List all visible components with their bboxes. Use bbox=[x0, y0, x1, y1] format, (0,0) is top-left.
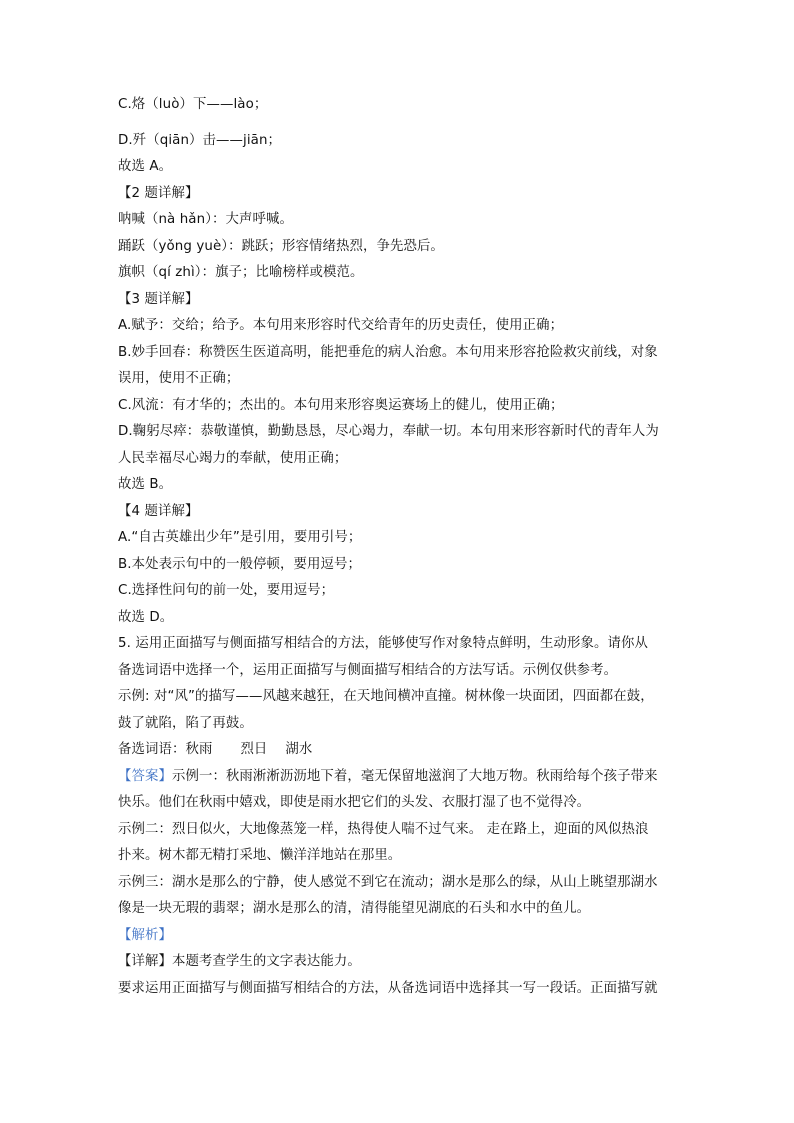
text-line: 呐喊（nà hǎn）：大声呼喊。 bbox=[118, 212, 293, 227]
text-line: 误用，使用不正确； bbox=[118, 371, 240, 386]
alternatives-line bbox=[118, 737, 678, 764]
alternative-word: 烈日 bbox=[240, 742, 268, 757]
text-line: 故选 D。 bbox=[118, 609, 174, 625]
text-line: A.“自古英雄出少年”是引用，要用引号； bbox=[118, 530, 362, 545]
question-text: 备选词语中选择一个，运用正面描写与侧面描写相结合的方法写话。示例仅供参考。 bbox=[118, 662, 618, 678]
answer-text: 扑来。树木都无精打采地、懒洋洋地站在那里。 bbox=[118, 848, 402, 863]
section-heading: 【4 题详解】 bbox=[118, 503, 199, 519]
text-line: C.选择性问句的前一处，要用逗号； bbox=[118, 583, 335, 598]
alternative-word: 湖水 bbox=[285, 742, 313, 757]
text-line: 故选 B。 bbox=[118, 477, 173, 492]
text-line: 人民幸福尽心竭力的奉献，使用正确； bbox=[118, 450, 348, 466]
text-line: B.妙手回春：称赞医生医道高明，能把垂危的病人治愈。本句用来形容抢险救灾前线，对象 bbox=[118, 344, 658, 360]
answer-text: 示例二：烈日似火，大地像蒸笼一样，热得使人喘不过气来。 走在路上，迎面的风似热浪 bbox=[118, 821, 649, 837]
answer-line bbox=[118, 764, 678, 791]
text-line: D.鞠躬尽瘁：恭敬谨慎，勤勤恳恳，尽心竭力，奉献一切。本句用来形容新时代的青年人为 bbox=[118, 424, 659, 439]
analysis-tag-line bbox=[118, 923, 678, 950]
text-line: C.烙（luò）下——lào； bbox=[118, 97, 268, 112]
answer-text: 像是一块无瑕的翡翠；湖水是那么的清，清得能望见湖底的石头和水中的鱼儿。 bbox=[118, 901, 591, 916]
analysis-tag: 【解析】 bbox=[118, 927, 172, 943]
text-line: 旗帜（qí zhì）：旗子；比喻榜样或模范。 bbox=[118, 265, 364, 280]
answer-tag: 【答案】 bbox=[118, 768, 172, 784]
example-text: 示例: 对“风”的描写——风越来越狂，在天地间横冲直撞。树林像一块面团，四面都在鼓， bbox=[118, 689, 654, 704]
alternatives-label: 备选词语： bbox=[118, 742, 186, 757]
text-line: A.赋予：交给；给予。本句用来形容时代交给青年的历史责任，使用正确； bbox=[118, 318, 564, 333]
section-heading: 【3 题详解】 bbox=[118, 291, 199, 307]
section-heading: 【2 题详解】 bbox=[118, 185, 199, 201]
text-line: 踊跃（yǒng yuè）：跳跃；形容情绪热烈，争先恐后。 bbox=[118, 238, 444, 254]
detail-text: 本题考查学生的文字表达能力。 bbox=[171, 954, 361, 969]
alternative-word: 秋雨 bbox=[185, 742, 213, 757]
question-text: 5. 运用正面描写与侧面描写相结合的方法，能够使写作对象特点鲜明，生动形象。请你从 bbox=[118, 636, 648, 651]
text-line: C.风流：有才华的；杰出的。本句用来形容奥运赛场上的健儿，使用正确； bbox=[118, 397, 564, 413]
answer-text: 示例三：湖水是那么的宁静，使人感觉不到它在流动；湖水是那么的绿，从山上眺望那湖水 bbox=[118, 874, 658, 890]
document-body bbox=[118, 92, 678, 1002]
example-text: 鼓了就陷，陷了再鼓。 bbox=[118, 715, 253, 731]
answer-text: 示例一：秋雨淅淅沥沥地下着，毫无保留地滋润了大地万物。秋雨给每个孩子带来 bbox=[171, 768, 658, 784]
detail-tag: 【详解】 bbox=[118, 954, 172, 969]
text-line: B.本处表示句中的一般停顿，要用逗号； bbox=[118, 556, 361, 572]
analysis-text: 要求运用正面描写与侧面描写相结合的方法，从备选词语中选择其一写一段话。正面描写就 bbox=[118, 980, 658, 996]
text-line: D.歼（qiān）击——jiān； bbox=[118, 132, 282, 148]
text-line: 故选 A。 bbox=[118, 159, 173, 174]
detail-line bbox=[118, 949, 678, 976]
answer-text: 快乐。他们在秋雨中嬉戏，即使是雨水把它们的头发、衣服打湿了也不觉得冷。 bbox=[118, 795, 591, 810]
